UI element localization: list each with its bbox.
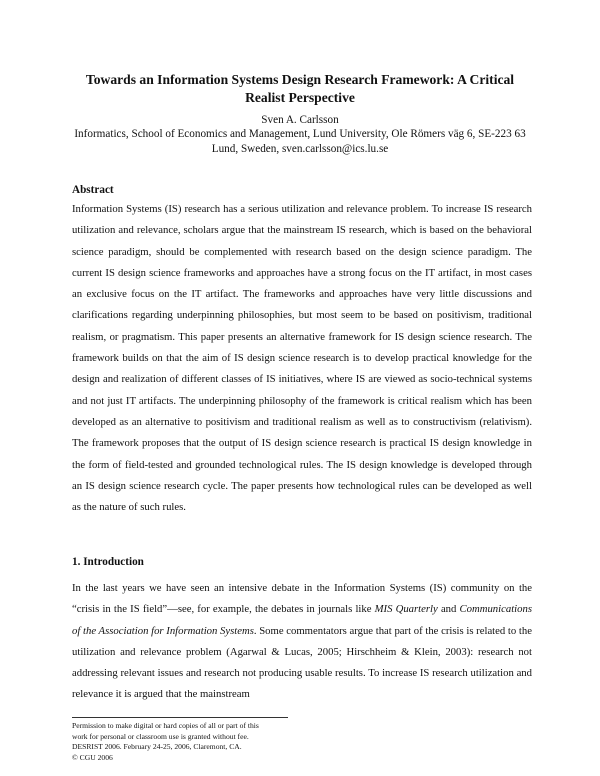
- introduction-heading: 1. Introduction: [72, 556, 144, 568]
- author-affiliation: Informatics, School of Economics and Management, Lund University, Ole Römers väg 6, SE-223 63 Lund, Sweden, sven.carlsson@ics.lu.se: [74, 128, 526, 155]
- paper-title: Towards an Information Systems Design Research Framework: A Critical Realist Perspective: [85, 72, 515, 105]
- intro-text-part-1: In the last years we have seen an intensive debate in the Information Systems (IS) community on the “crisis in the IS field”—see, for example, the debates in journals like: [72, 582, 532, 616]
- footnote-line-4: © CGU 2006: [72, 752, 113, 762]
- journal-name-mis-quarterly: MIS Quarterly: [374, 603, 438, 616]
- footnote-divider: [72, 717, 288, 718]
- intro-text-part-3: . Some commentators argue that part of the crisis is related to the utilization and relevance problem (Agarwal & Lucas, 2005; Hirschheim & Klein, 2003): research not addressing relevant issues and research not producing usable results. To increase IS research utilization and relevance it is argued that the mainstream: [72, 624, 532, 701]
- introduction-text: [72, 578, 532, 706]
- abstract-body: Information Systems (IS) research has a serious utilization and relevance problem. To increase IS research utilization and relevance, scholars argue that the mainstream IS research, which is based on the behavioral science paradigm, should be complemented with research based on the design science paradigm. The current IS design science frameworks and approaches have a strong focus on the IT artifact, in most cases an exclusive focus on the IT artifact. The frameworks and approaches have very little discussions and clarifications regarding underpinning philosophies, but most seem to be based on positivism, traditional realism, or pragmatism. This paper presents an alternative framework for IS design science research. The framework builds on that the aim of IS design science research is to develop practical knowledge for the design and realization of different classes of IS initiatives, where IS are viewed as socio-technical systems and not just IT artifacts. The underpinning philosophy of the framework is critical realism which has been developed as an alternative to positivism and traditional realism as well as to constructivism (relativism). The framework proposes that the output of IS design science research is practical IS design knowledge in the form of field-tested and grounded technological rules. The IS design knowledge is developed through an IS design science research cycle. The paper presents how technological rules can be developed as well as the nature of such rules.: [72, 203, 532, 514]
- intro-text-part-2: and: [437, 603, 460, 616]
- abstract-text: [72, 199, 532, 518]
- journal-name-cais: Communications of the Association for Information Systems: [72, 603, 532, 637]
- footnote-line-2: work for personal or classroom use is granted without fee.: [72, 731, 249, 741]
- footnote-line-1: Permission to make digital or hard copies of all or part of this: [72, 721, 259, 730]
- author-name: Sven A. Carlsson: [261, 114, 339, 126]
- abstract-heading: Abstract: [72, 184, 114, 196]
- footnote: [72, 721, 332, 763]
- footnote-line-3: DESRIST 2006. February 24-25, 2006, Claremont, CA.: [72, 742, 242, 751]
